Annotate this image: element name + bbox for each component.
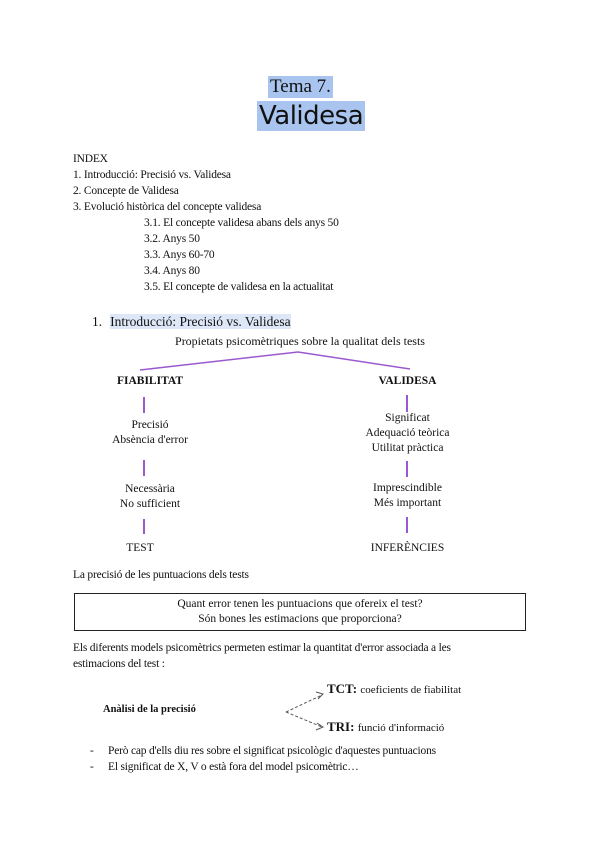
analysis-branch-tct xyxy=(327,681,461,697)
branch-line-right xyxy=(298,352,410,369)
validesa-level3: INFERÈNCIES xyxy=(370,542,445,554)
fiabilitat-level1-b: Absència d'error xyxy=(112,434,188,446)
tri-desc: funció d'informació xyxy=(357,722,445,734)
section-title: Introducció: Precisió vs. Validesa xyxy=(110,314,291,329)
validesa-level2-b: Més important xyxy=(373,497,442,509)
index-item-3: 3. Evolució històrica del concepte validesa xyxy=(73,201,262,213)
index-subitem-4: 3.4. Anys 80 xyxy=(144,265,200,277)
tri-model: TRI: xyxy=(327,719,355,734)
bullet-dash: - xyxy=(90,761,94,773)
validesa-level1-a: Significat xyxy=(385,412,430,424)
arrowhead-top xyxy=(316,692,323,699)
page-title: Validesa xyxy=(259,101,364,131)
question-line-2: Són bones les estimacions que proporciona? xyxy=(198,613,402,625)
diagram-root: Propietats psicomètriques sobre la qualitat dels tests xyxy=(175,334,425,348)
tct-desc: coeficients de fiabilitat xyxy=(360,684,462,696)
right-connector-1 xyxy=(406,395,408,412)
tct-model: TCT: xyxy=(327,681,358,696)
bullet-item-2 xyxy=(90,759,359,775)
precision-intro: La precisió de les puntuacions dels tests xyxy=(73,569,249,581)
analysis-connector-bottom xyxy=(286,712,322,727)
index-heading: INDEX xyxy=(73,153,108,165)
analysis-branch-tri xyxy=(327,719,444,735)
models-paragraph-line-1: Els diferents models psicomètrics permeten estimar la quantitat d'error associada a les xyxy=(73,642,451,654)
validesa-level2-a: Imprescindible xyxy=(373,482,442,494)
fiabilitat-heading: FIABILITAT xyxy=(116,375,184,387)
branch-line-left xyxy=(140,352,298,370)
right-connector-2 xyxy=(406,461,408,477)
validesa-heading: VALIDESA xyxy=(378,375,437,387)
left-connector-1 xyxy=(143,397,145,413)
analysis-connector-top xyxy=(286,695,322,712)
fiabilitat-level2-b: No sufficient xyxy=(119,498,181,510)
index-subitem-1: 3.1. El concepte validesa abans dels anys 50 xyxy=(144,217,339,229)
fiabilitat-level2-a: Necessària xyxy=(125,483,175,495)
question-line-1: Quant error tenen les puntuacions que ofereix el test? xyxy=(177,598,423,610)
left-connector-3 xyxy=(143,519,145,534)
section-number: 1. xyxy=(92,314,103,329)
bullet-dash: - xyxy=(90,745,94,757)
index-item-2: 2. Concepte de Validesa xyxy=(73,185,179,197)
left-connector-2 xyxy=(143,460,145,476)
index-subitem-2: 3.2. Anys 50 xyxy=(144,233,200,245)
models-paragraph-line-2: estimacions del test : xyxy=(73,658,165,670)
right-connector-3 xyxy=(406,517,408,533)
index-subitem-3: 3.3. Anys 60-70 xyxy=(144,249,215,261)
bullet-item-1 xyxy=(90,743,436,759)
fiabilitat-level1-a: Precisió xyxy=(131,419,169,431)
analysis-label: Anàlisi de la precisió xyxy=(103,704,196,715)
tema-number: Tema 7. xyxy=(270,76,331,97)
fiabilitat-level3: TEST xyxy=(126,542,154,554)
validesa-level1-c: Utilitat pràctica xyxy=(371,442,444,454)
bullet-text-2: El significat de X, V o està fora del model psicomètric… xyxy=(108,761,359,773)
index-subitem-5: 3.5. El concepte de validesa en la actualitat xyxy=(144,281,334,293)
question-box xyxy=(74,593,526,631)
validesa-level1-b: Adequació teòrica xyxy=(365,427,450,439)
bullet-text-1: Però cap d'ells diu res sobre el significat psicològic d'aquestes puntuacions xyxy=(108,745,436,757)
index-item-1: 1. Introducció: Precisió vs. Validesa xyxy=(73,169,231,181)
